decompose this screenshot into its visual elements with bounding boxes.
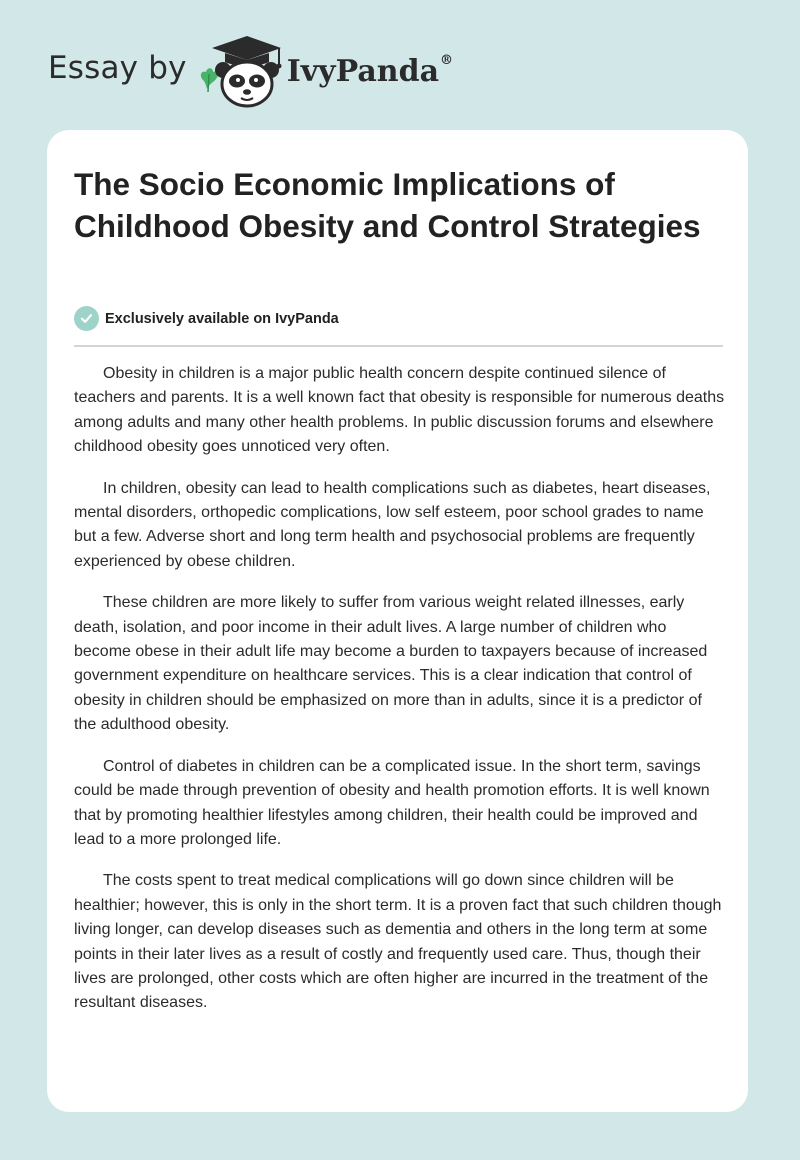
paragraph: The costs spent to treat medical complications will go down since children will be healthier; however, this is only in the short term. It is a proven fact that such children though living longer, can develop diseases such as dementia and others in the long term at some points in their later lives as a result of costly and frequently used care. Thus, though their lives are prolonged, other costs which are often higher are incurred in the treatment of the resultant diseases. — [74, 872, 722, 1012]
paragraph: In children, obesity can lead to health complications such as diabetes, heart diseases, mental disorders, orthopedic complications, low self esteem, poor school grades to name but a few. Adverse short and long term health and psychosocial problems are frequently experienced by obese children. — [74, 479, 711, 570]
brand-name: IvyPanda® — [286, 52, 454, 89]
registered-mark: ® — [440, 52, 454, 68]
divider — [74, 345, 723, 347]
essay-by-label: Essay by — [48, 50, 187, 86]
exclusive-badge — [74, 306, 339, 331]
site-header — [48, 34, 453, 110]
paragraph: Obesity in children is a major public health concern despite continued silence of teachers and parents. It is a well known fact that obesity is responsible for numerous deaths among adults and many other health problems. In public discussion forums and elsewhere childhood obesity goes unnoticed very often. — [74, 365, 725, 456]
check-icon — [74, 306, 99, 331]
essay-card — [47, 130, 748, 1112]
essay-body — [74, 362, 725, 1033]
paragraph: Control of diabetes in children can be a complicated issue. In the short term, savings could be made through prevention of obesity and health promotion efforts. It is well known that by promoting healthier lifestyles among children, their health could be improved and lead to a more prolonged life. — [74, 757, 710, 848]
paragraph: These children are more likely to suffer from various weight related illnesses, early death, isolation, and poor income in their adult lives. A large number of children who become obese in their adult life may become a burden to taxpayers because of increased government expenditure on healthcare services. This is a clear indication that control of obesity in children should be emphasized on more than in adults, since it is a predictor of the adulthood obesity. — [74, 594, 708, 734]
panda-graduate-icon — [197, 34, 283, 110]
page-title: The Socio Economic Implications of Childhood Obesity and Control Strategies — [74, 166, 701, 244]
exclusive-label: Exclusively available on IvyPanda — [105, 310, 339, 327]
